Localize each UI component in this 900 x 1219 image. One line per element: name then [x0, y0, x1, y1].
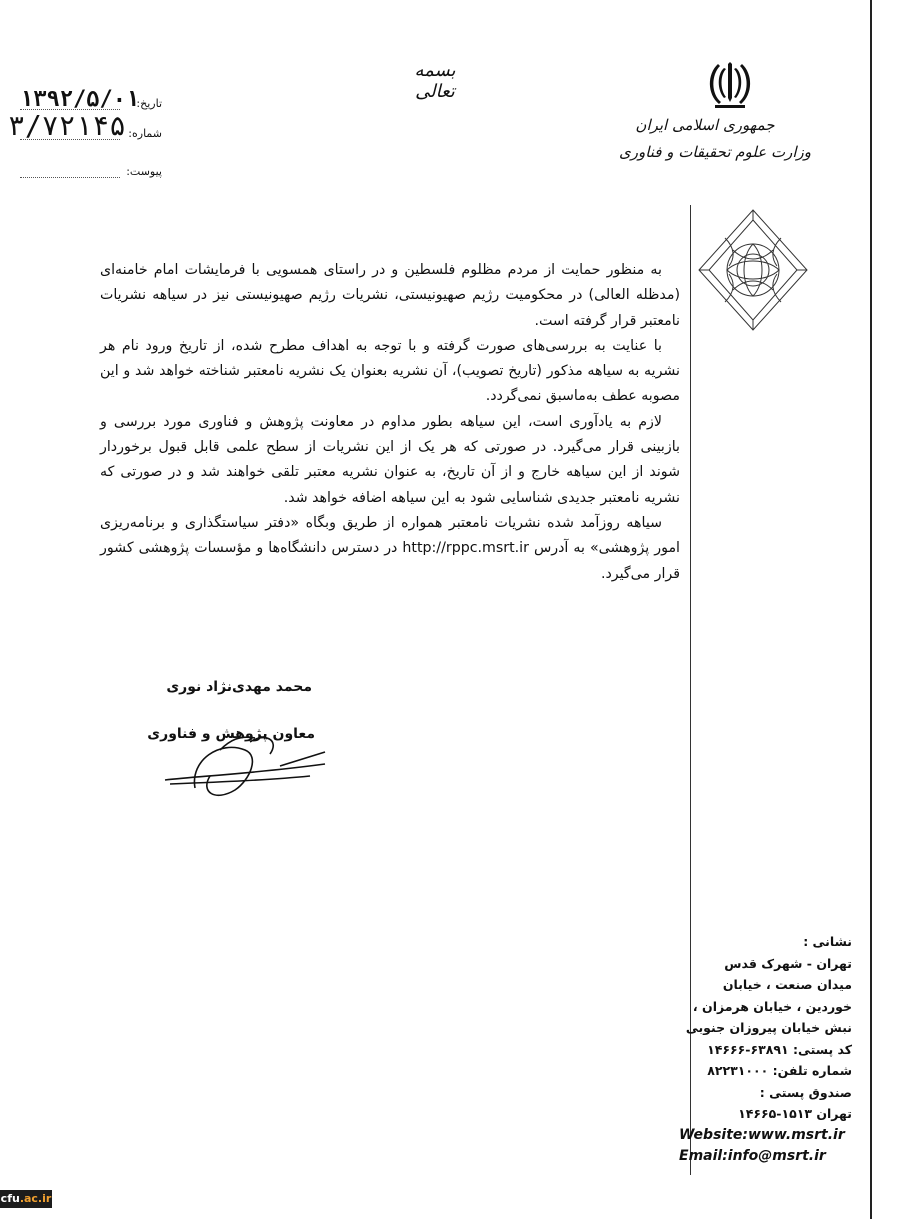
- iran-emblem-icon: [705, 58, 755, 110]
- attachment-line: [20, 177, 120, 178]
- phone-number: شماره تلفن: ۸۲۲۳۱۰۰۰: [707, 1063, 852, 1078]
- signer-name: محمد مهدی‌نژاد نوری: [166, 679, 312, 695]
- paragraph: سیاهه روزآمد شده نشریات نامعتبر همواره از طریق وبگاه «دفتر سیاستگذاری و برنامه‌ریزی امور پژوهشی» به آدرس http://rppc.msrt.ir در دسترس دانشگاه‌ها و مؤسسات پژوهشی کشور قرار می‌گیرد.: [100, 514, 680, 582]
- date-label: تاریخ:: [136, 97, 162, 110]
- page-edge: [870, 0, 872, 1219]
- number-line: [20, 139, 120, 140]
- watermark-prefix: cfu: [0, 1192, 20, 1205]
- letter-body: [100, 258, 680, 587]
- number-row: [8, 109, 162, 142]
- watermark-suffix: .ac.ir: [19, 1192, 52, 1205]
- attachment-row: [20, 156, 162, 180]
- address-line: خوردین ، خیابان هرمزان ،: [692, 998, 852, 1014]
- email-link[interactable]: Email:info@msrt.ir: [679, 1148, 826, 1164]
- ministry-name: وزارت علوم تحقیقات و فناوری: [618, 143, 812, 161]
- paragraph: به منظور حمایت از مردم مظلوم فلسطین و در راستای همسویی با فرمایشات امام خامنه‌ای (مدظله العالی) در محکومیت رژیم صهیونیستی، نشریات رژیم صهیونیستی نیز در سیاهه نشریات نامعتبر قرار گرفته است.: [100, 262, 680, 329]
- paragraph: با عنایت به بررسی‌های صورت گرفته و با توجه به اهداف مطرح شده، از تاریخ ورود نام هر نشریه به سیاهه مذکور (تاریخ تصویب)، آن نشریه بعنوان یک نشریه نامعتبر شناخته خواهد شد و این مصوبه عطف به‌ماسبق نمی‌گردد.: [100, 337, 680, 405]
- address-label: نشانی :: [803, 934, 852, 949]
- number-value: ۳/۷۲۱۴۵: [8, 109, 127, 142]
- ornament-icon: [695, 208, 811, 332]
- address-line: تهران - شهرک قدس: [724, 955, 852, 971]
- address-line: میدان صنعت ، خیابان: [722, 977, 852, 992]
- pobox-label: صندوق پستی :: [759, 1084, 852, 1100]
- signer-title: معاون پژوهش و فناوری: [147, 726, 315, 742]
- country-name: جمهوری اسلامی ایران: [635, 116, 775, 134]
- postal-code: کد پستی: ۶۳۸۹۱-۱۴۶۶۶: [707, 1041, 852, 1057]
- number-label: شماره:: [128, 127, 162, 140]
- address-line: نبش خیابان پیروزان جنوبی: [685, 1020, 852, 1035]
- date-value: ۱۳۹۲/۵/۰۱: [20, 87, 140, 112]
- address-block: [667, 931, 852, 1168]
- pobox-value: تهران ۱۵۱۳-۱۴۶۶۵: [738, 1106, 852, 1121]
- attachment-label: پیوست:: [126, 165, 162, 178]
- watermark-logo: [0, 1190, 52, 1208]
- basmala: بسمه تعالی: [414, 60, 456, 102]
- handwritten-signature: [160, 710, 330, 810]
- paragraph: لازم به یادآوری است، این سیاهه بطور مداوم در معاونت پژوهش و فناوری مورد بررسی و بازبینی قرار می‌گیرد. در صورتی که هر یک از این نشریات از سطح علمی قابل قبول برخوردار شوند از این سیاهه خارج و از آن تاریخ، به عنوان نشریه معتبر تلقی خواهند شد و در صورتی که نشریه نامعتبر جدیدی شناسایی شود به این سیاهه اضافه خواهد شد.: [100, 413, 680, 506]
- website-link[interactable]: Website:www.msrt.ir: [679, 1126, 845, 1143]
